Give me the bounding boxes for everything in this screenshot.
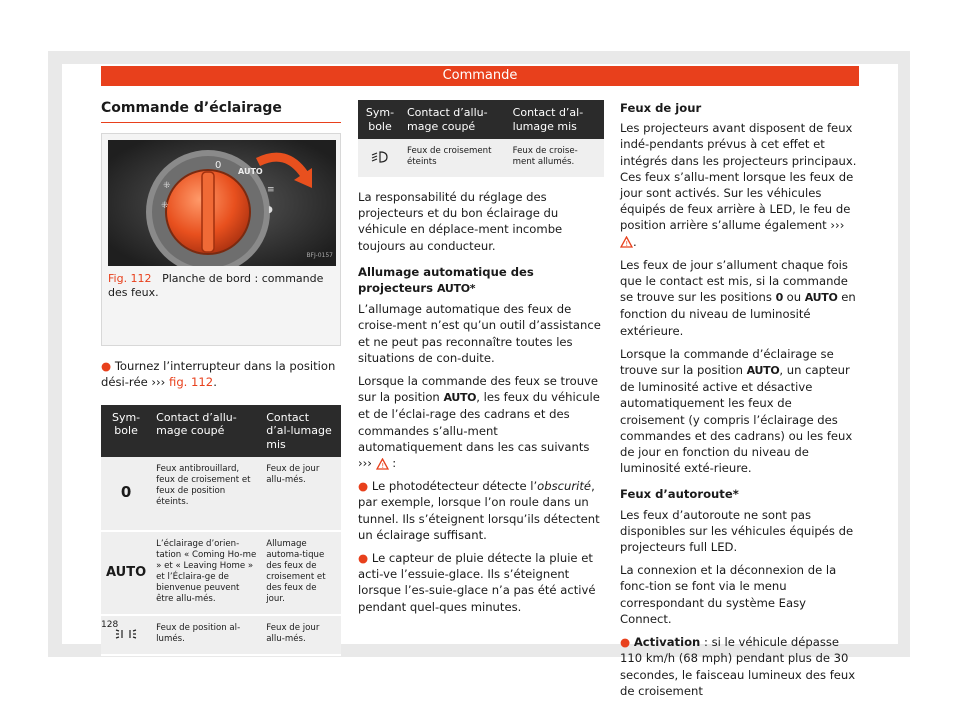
- svg-text:⁜: ⁜: [161, 201, 169, 212]
- page-header: Commande: [101, 66, 859, 86]
- svg-text:⁜: ⁜: [163, 181, 171, 192]
- text: Le photodétecteur détecte l’: [371, 479, 538, 494]
- text: Lorsque la commande des feux se trouve sur la position: [358, 374, 599, 405]
- table-row: [101, 531, 341, 615]
- text: .: [633, 234, 637, 249]
- svg-text:!: !: [381, 461, 384, 470]
- light-switch-image: [108, 140, 336, 266]
- low-beam-icon: [358, 139, 402, 178]
- symbol-zero: 0: [101, 457, 151, 531]
- middle-column: [358, 100, 604, 622]
- light-switch-illustration: [108, 140, 336, 266]
- symbol-auto: AUTO: [101, 531, 151, 615]
- cell-off: L’éclairage d’orien-tation « Coming Ho-me » et « Leaving Home » et l’Éclaira-ge de bienvenue peuvent être allu-més.: [151, 531, 261, 615]
- header-ignition-off: Contact d’allu-mage coupé: [402, 100, 508, 139]
- text: , un capteur de luminosité active et désactive automatiquement les feux de croisement (y compris l’éclairage des commandes et des cadrans) ou les feux de jour en fonction du niveau de luminosité exté-rieure.: [620, 363, 853, 476]
- page-number: 128: [101, 620, 119, 630]
- bullet-rain-sensor: [358, 550, 604, 615]
- cell-off: Feux de position al-lumés.: [151, 615, 261, 655]
- figure-caption-text: Planche de bord : commande des feux.: [108, 272, 324, 300]
- figure-label: Fig. 112: [108, 272, 152, 286]
- right-column: [620, 100, 860, 706]
- auto-symbol: AUTO: [443, 391, 477, 405]
- table-row: [358, 139, 604, 178]
- cell-on: Allumage automa-tique des feux de croisement et des feux de jour.: [261, 531, 341, 615]
- header-symbol: Sym-bole: [101, 405, 151, 458]
- activation-label: Activation: [633, 635, 701, 650]
- knob-label-auto: AUTO: [238, 167, 263, 177]
- auto-symbol: AUTO: [746, 364, 780, 378]
- figure-caption: [108, 272, 336, 300]
- text: : si le véhicule dépasse 110 km/h (68 mph) pendant plus de 30 secondes, le faisceau lumineux des feux de croisement: [620, 635, 856, 698]
- figure-112: [101, 133, 341, 346]
- instruction-end: .: [213, 375, 217, 390]
- cell-off: Feux antibrouillard, feux de croisement et feux de position éteints.: [151, 457, 261, 531]
- header-symbol: Sym-bole: [358, 100, 402, 139]
- heading-text: Allumage automatique des projecteurs: [358, 264, 534, 296]
- table-row: [101, 457, 341, 531]
- paragraph-highway: Les feux d’autoroute ne sont pas disponibles sur les véhicules équipés de projecteurs full LED.: [620, 507, 854, 555]
- knob-label-zero: 0: [215, 160, 222, 172]
- cell-off: Feux de croisement éteints: [402, 139, 508, 178]
- warning-icon[interactable]: [376, 458, 389, 470]
- left-column: [101, 100, 341, 656]
- warning-icon[interactable]: [620, 236, 633, 248]
- instruction: [101, 358, 341, 390]
- zero-symbol: 0: [775, 291, 783, 305]
- emphasis: obscurité: [537, 479, 592, 494]
- daytime-lights-heading: Feux de jour: [620, 101, 702, 115]
- text: Le capteur de pluie détecte la pluie et acti-ve l’essuie-glace. Ils s’éteignent lorsque l’es-suie-glace n’a pas été activé pendant quel-ques minutes.: [358, 551, 596, 614]
- paragraph-daytime-ignition: [620, 257, 860, 339]
- svg-text:◗: ◗: [268, 205, 273, 216]
- cell-on: Feux de croise-ment allumés.: [508, 139, 604, 178]
- header-ignition-on: Contact d’al-lumage mis: [508, 100, 604, 139]
- text: Les projecteurs avant disposent de feux indé-pendants prévus à cet effet et intégrés dans les projecteurs principaux. Ces feux s’allu-ment lorsque les feux de jour sont activés. Sur les véhicules équipés de feux arrière à LED, le feu de position arrière s’allume également: [620, 121, 857, 233]
- text: , les feux du véhicule et de l’éclai-rage des cadrans et des commandes s’allu-ment automatiquement dans les cas suivants: [358, 390, 600, 454]
- paragraph-daytime: [620, 120, 860, 250]
- paragraph-assist: L’allumage automatique des feux de croise-ment n’est qu’un outil d’assistance et ne peut pas reconnaître toutes les situations de con-duite.: [358, 302, 601, 365]
- bullet-icon: ●: [358, 551, 369, 566]
- bullet-icon: ●: [620, 635, 631, 650]
- svg-text:≡: ≡: [267, 185, 275, 196]
- cell-on: Feux de jour allu-més.: [261, 457, 341, 531]
- symbol-table: [101, 405, 341, 657]
- svg-text:!: !: [625, 240, 629, 249]
- text: :: [392, 456, 397, 471]
- bullet-photodetector: [358, 478, 604, 543]
- table-row: [101, 615, 341, 655]
- bullet-icon: ●: [101, 359, 112, 374]
- figure-reference-link[interactable]: fig. 112: [169, 375, 214, 390]
- paragraph-auto-position: [358, 373, 604, 471]
- symbol-table-continued: [358, 100, 604, 179]
- paragraph-activation: [620, 634, 860, 699]
- auto-symbol: AUTO: [804, 291, 838, 305]
- ref-arrow: ›››: [830, 218, 845, 233]
- auto-symbol: AUTO*: [437, 282, 476, 296]
- text: en fonction du niveau de luminosité extérieure.: [620, 290, 856, 338]
- paragraph-easy-connect: La connexion et la déconnexion de la fonc-tion se font via le menu correspondant du système Easy Connect.: [620, 563, 837, 626]
- bullet-icon: ●: [358, 479, 369, 494]
- ref-arrow: ›››: [151, 375, 166, 390]
- highway-lights-heading: Feux d’autoroute*: [620, 487, 739, 502]
- text: , par exemple, lorsque l’on roule dans un tunnel. Ils s’éteignent lorsqu’ils détectent un éclairage suffisant.: [358, 479, 600, 542]
- figure-code: BFJ-0157: [306, 252, 333, 259]
- text: Lorsque la commande d’éclairage se trouve sur la position: [620, 346, 834, 378]
- text: Les feux de jour s’allument chaque fois que le contact est mis, si la commande se trouve sur les positions: [620, 257, 848, 305]
- section-title: Commande d’éclairage: [101, 100, 341, 123]
- header-ignition-off: Contact d’allu-mage coupé: [151, 405, 261, 458]
- ref-arrow: ›››: [358, 456, 372, 471]
- text: ou: [786, 290, 802, 305]
- auto-headlights-heading: [358, 264, 604, 297]
- header-ignition-on: Contact d’al-lumage mis: [261, 405, 341, 458]
- paragraph-auto-sensor: [620, 346, 860, 477]
- instruction-text: Tournez l’interrupteur dans la position dési-rée: [101, 359, 336, 390]
- cell-on: Feux de jour allu-més.: [261, 615, 341, 655]
- paragraph-responsibility: La responsabilité du réglage des projecteurs et du bon éclairage du véhicule en déplace-ment incombe toujours au conducteur.: [358, 190, 563, 253]
